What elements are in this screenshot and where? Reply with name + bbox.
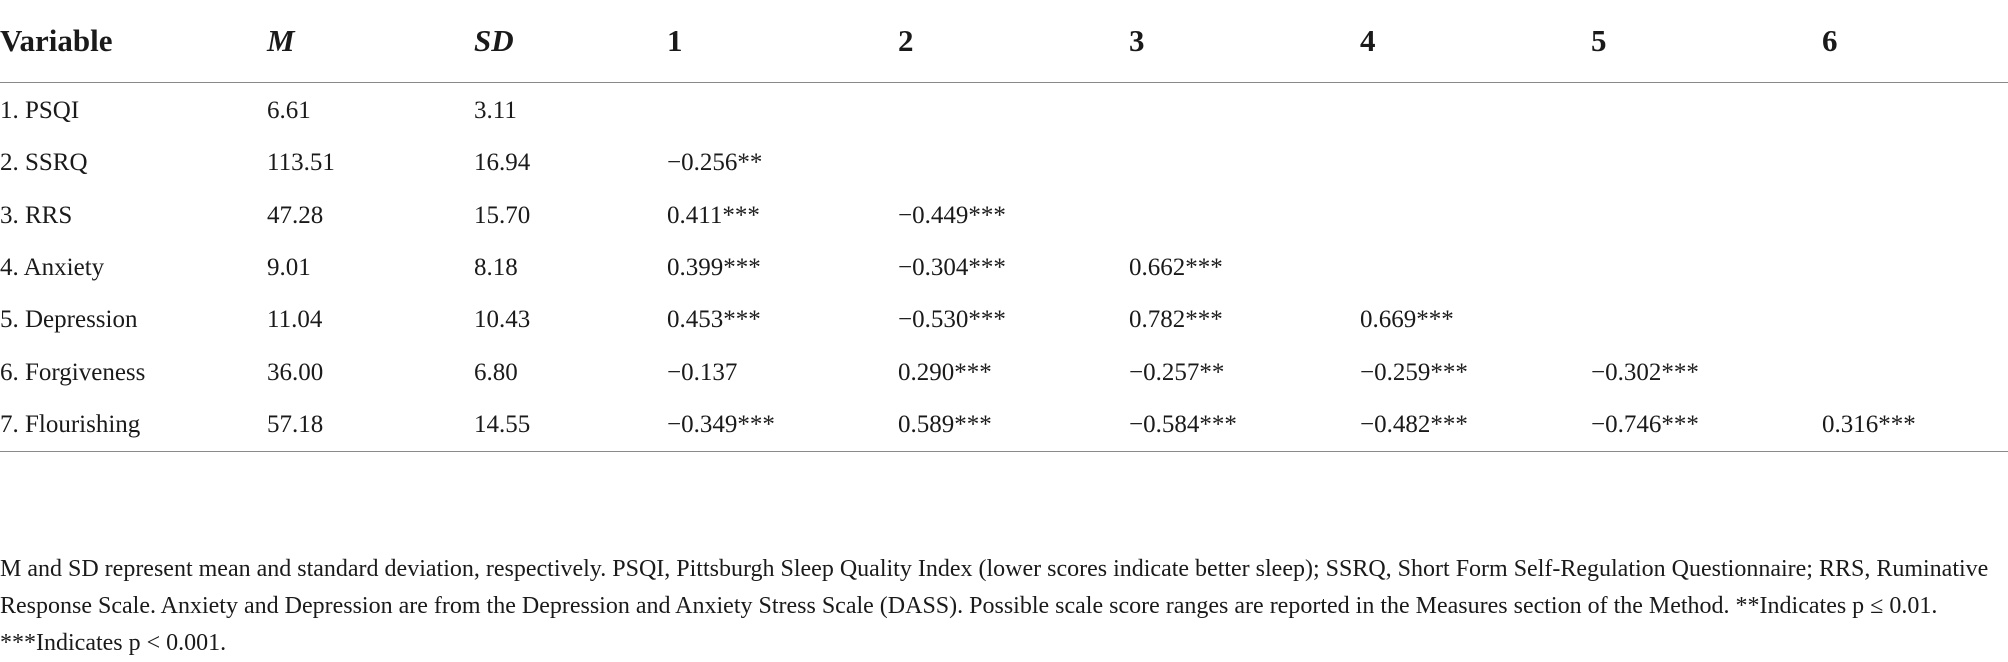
table-row bbox=[0, 346, 2008, 398]
cell-corr-3 bbox=[1129, 137, 1360, 189]
header-variable: Variable bbox=[0, 0, 267, 83]
table-header-row bbox=[0, 0, 2008, 83]
cell-variable: 7. Flourishing bbox=[0, 399, 267, 452]
cell-variable: 5. Depression bbox=[0, 306, 138, 334]
header-col-6: 6 bbox=[1822, 0, 2008, 83]
cell-corr-3: 0.662*** bbox=[1129, 254, 1223, 282]
cell-mean: 47.28 bbox=[267, 201, 324, 229]
cell-variable: 2. SSRQ bbox=[0, 149, 88, 177]
cell-corr-3: −0.257** bbox=[1129, 358, 1225, 386]
cell-sd: 15.70 bbox=[474, 201, 531, 229]
cell-corr-4 bbox=[1360, 242, 1591, 294]
cell-corr-6 bbox=[1822, 346, 2008, 398]
cell-corr-6 bbox=[1822, 83, 2008, 138]
cell-variable: 4. Anxiety bbox=[0, 254, 105, 282]
cell-sd: 16.94 bbox=[474, 149, 531, 177]
cell-mean: 57.18 bbox=[267, 399, 474, 452]
cell-corr-4 bbox=[1360, 137, 1591, 189]
cell-mean: 11.04 bbox=[267, 306, 323, 334]
cell-corr-3 bbox=[1129, 83, 1360, 138]
cell-corr-1: −0.256** bbox=[667, 149, 763, 177]
header-col-3: 3 bbox=[1129, 0, 1360, 83]
cell-corr-1: 0.411*** bbox=[667, 201, 760, 229]
cell-mean: 9.01 bbox=[267, 254, 311, 282]
cell-corr-6 bbox=[1822, 137, 2008, 189]
cell-corr-1: −0.349*** bbox=[667, 399, 898, 452]
table-row bbox=[0, 399, 2008, 452]
cell-corr-2: −0.304*** bbox=[898, 254, 1006, 282]
cell-corr-1: 0.399*** bbox=[667, 254, 761, 282]
table-row bbox=[0, 242, 2008, 294]
cell-variable: 6. Forgiveness bbox=[0, 358, 146, 386]
cell-corr-5 bbox=[1591, 137, 1822, 189]
cell-mean: 6.61 bbox=[267, 97, 311, 125]
table-row bbox=[0, 294, 2008, 346]
cell-corr-2: 0.290*** bbox=[898, 358, 992, 386]
cell-sd: 10.43 bbox=[474, 306, 531, 334]
cell-corr-2: −0.530*** bbox=[898, 306, 1006, 334]
cell-corr-1 bbox=[667, 83, 898, 138]
cell-corr-3 bbox=[1129, 190, 1360, 242]
table-row bbox=[0, 83, 2008, 138]
cell-variable: 1. PSQI bbox=[0, 97, 80, 125]
cell-corr-3: −0.584*** bbox=[1129, 399, 1360, 452]
cell-corr-2 bbox=[898, 83, 1129, 138]
header-col-1: 1 bbox=[667, 0, 898, 83]
table-footnote: M and SD represent mean and standard deviation, respectively. PSQI, Pittsburgh Sleep Quality Index (lower scores indicate better sleep); SSRQ, Short Form Self-Regulation Questionnaire; RRS, Ruminative Response Scale. Anxiety and Depression are from the Depression and Anxiety Stress Scale (DASS). Possible scale score ranges are reported in the Measures section of the Method. **Indicates p ≤ 0.01. ***Indicates p < 0.001. bbox=[0, 556, 1989, 656]
cell-corr-1: −0.137 bbox=[667, 358, 738, 386]
cell-mean: 113.51 bbox=[267, 149, 335, 177]
cell-variable: 3. RRS bbox=[0, 201, 73, 229]
header-col-4: 4 bbox=[1360, 0, 1591, 83]
cell-corr-5: −0.746*** bbox=[1591, 399, 1822, 452]
cell-corr-6 bbox=[1822, 242, 2008, 294]
cell-corr-2 bbox=[898, 137, 1129, 189]
cell-corr-4 bbox=[1360, 83, 1591, 138]
cell-sd: 14.55 bbox=[474, 399, 667, 452]
table-row bbox=[0, 190, 2008, 242]
cell-corr-5 bbox=[1591, 294, 1822, 346]
header-col-5: 5 bbox=[1591, 0, 1822, 83]
cell-corr-5: −0.302*** bbox=[1591, 358, 1699, 386]
cell-corr-5 bbox=[1591, 83, 1822, 138]
cell-corr-4 bbox=[1360, 190, 1591, 242]
cell-corr-2: 0.589*** bbox=[898, 399, 1129, 452]
cell-corr-6: 0.316*** bbox=[1822, 399, 2008, 452]
cell-corr-5 bbox=[1591, 190, 1822, 242]
cell-corr-3: 0.782*** bbox=[1129, 306, 1223, 334]
cell-corr-4: 0.669*** bbox=[1360, 306, 1454, 334]
header-col-2: 2 bbox=[898, 0, 1129, 83]
cell-corr-5 bbox=[1591, 242, 1822, 294]
cell-sd: 8.18 bbox=[474, 254, 518, 282]
header-mean: M bbox=[267, 0, 474, 83]
cell-corr-4: −0.259*** bbox=[1360, 358, 1468, 386]
cell-corr-2: −0.449*** bbox=[898, 201, 1006, 229]
cell-mean: 36.00 bbox=[267, 358, 324, 386]
table-row bbox=[0, 137, 2008, 189]
cell-corr-6 bbox=[1822, 190, 2008, 242]
cell-sd: 6.80 bbox=[474, 358, 518, 386]
cell-corr-1: 0.453*** bbox=[667, 306, 761, 334]
header-sd: SD bbox=[474, 0, 667, 83]
cell-corr-6 bbox=[1822, 294, 2008, 346]
cell-corr-4: −0.482*** bbox=[1360, 399, 1591, 452]
cell-sd: 3.11 bbox=[474, 97, 517, 125]
